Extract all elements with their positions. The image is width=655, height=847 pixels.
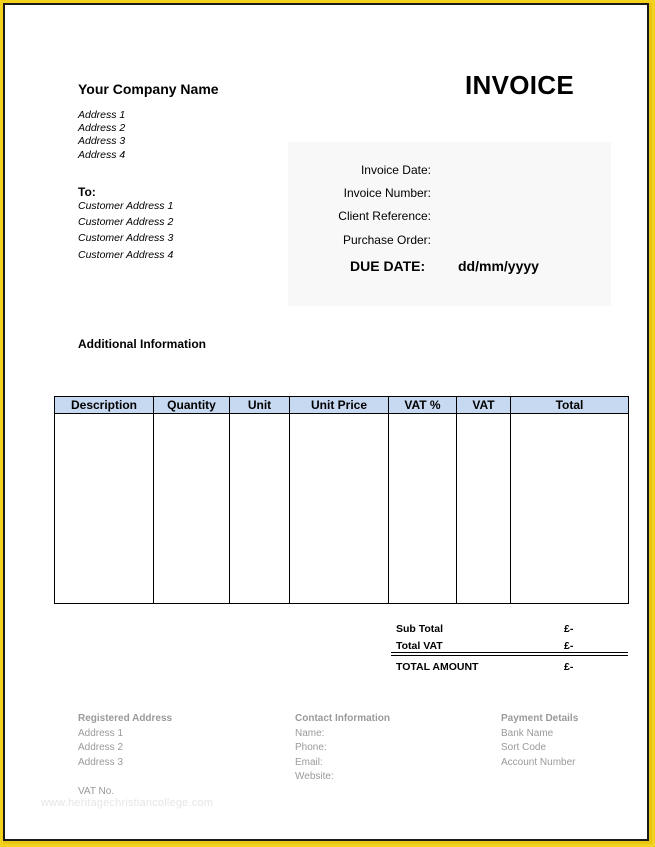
column-header-description: Description (55, 397, 154, 414)
column-header-total: Total (511, 397, 629, 414)
invoice-title: INVOICE (465, 70, 575, 100)
vat-number-label: VAT No. (78, 786, 115, 797)
total-cell[interactable] (511, 414, 629, 604)
company-name: Your Company Name (78, 81, 219, 97)
quantity-cell[interactable] (154, 414, 230, 604)
table-row (55, 414, 629, 604)
customer-address-1: Customer Address 1 (78, 200, 174, 212)
company-address-2: Address 2 (78, 122, 126, 134)
registered-address-heading: Registered Address (78, 713, 173, 724)
contact-name-label: Name: (295, 728, 325, 739)
column-header-unit-price: Unit Price (290, 397, 389, 414)
totals-divider-bottom (391, 655, 628, 656)
invoice-number-label: Invoice Number: (343, 186, 431, 200)
contact-website-label: Website: (295, 771, 334, 782)
registered-address-line-3: Address 3 (78, 757, 124, 768)
company-address-4: Address 4 (78, 149, 126, 161)
payment-details-heading: Payment Details (501, 713, 579, 724)
sub-total-label: Sub Total (396, 623, 444, 635)
total-vat-label: Total VAT (396, 640, 443, 652)
description-cell[interactable] (55, 414, 154, 604)
company-address-1: Address 1 (78, 109, 126, 121)
total-amount-label: TOTAL AMOUNT (396, 661, 479, 673)
items-table-header (55, 397, 629, 414)
unit-price-cell[interactable] (290, 414, 389, 604)
items-table (54, 396, 629, 604)
due-date-value: dd/mm/yyyy (458, 258, 539, 274)
vat-percent-cell[interactable] (389, 414, 457, 604)
registered-address-line-2: Address 2 (78, 742, 124, 753)
contact-information-heading: Contact Information (295, 713, 390, 724)
to-label: To: (78, 185, 96, 199)
account-number-label: Account Number (501, 757, 576, 768)
customer-address-4: Customer Address 4 (78, 249, 174, 261)
registered-address-line-1: Address 1 (78, 728, 124, 739)
sort-code-label: Sort Code (501, 742, 547, 753)
company-address-3: Address 3 (78, 135, 126, 147)
total-vat-value: £- (564, 640, 574, 652)
customer-address-2: Customer Address 2 (78, 216, 174, 228)
additional-information-heading: Additional Information (78, 337, 206, 351)
customer-address-3: Customer Address 3 (78, 232, 174, 244)
invoice-date-label: Invoice Date: (360, 163, 431, 177)
column-header-unit: Unit (230, 397, 290, 414)
column-header-vat: VAT (457, 397, 511, 414)
watermark: www.heritagechristiancollege.com (41, 797, 214, 809)
vat-cell[interactable] (457, 414, 511, 604)
invoice-page (3, 3, 649, 841)
column-header-vat-percent: VAT % (389, 397, 457, 414)
unit-cell[interactable] (230, 414, 290, 604)
client-reference-label: Client Reference: (338, 209, 431, 223)
sub-total-value: £- (564, 623, 574, 635)
column-header-quantity: Quantity (154, 397, 230, 414)
bank-name-label: Bank Name (501, 728, 554, 739)
total-amount-value: £- (564, 661, 574, 673)
purchase-order-label: Purchase Order: (342, 233, 431, 247)
contact-phone-label: Phone: (295, 742, 327, 753)
contact-email-label: Email: (295, 757, 323, 768)
due-date-label: DUE DATE: (350, 258, 426, 274)
totals-divider-top (391, 652, 628, 653)
